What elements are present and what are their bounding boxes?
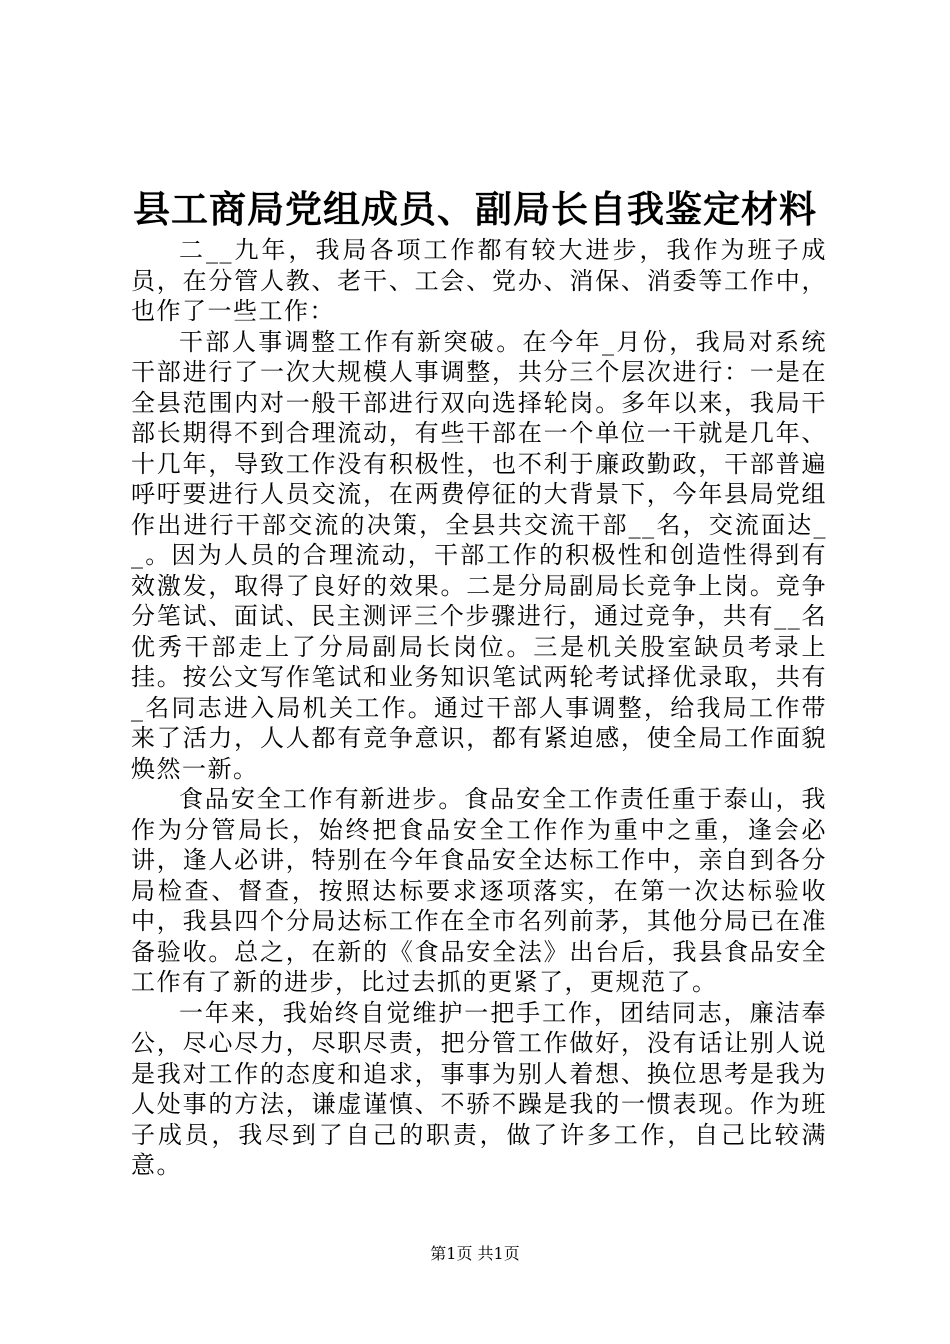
paragraph-summary: 一年来，我始终自觉维护一把手工作，团结同志，廉洁奉公，尽心尽力，尽职尽责，把分管工作做好，没有话让别人说是我对工作的态度和追求，事事为别人着想、换位思考是我为人处事的方法，谦虚谨慎、不骄不躁是我的一惯表现。作为班子成员，我尽到了自己的职责，做了许多工作，自己比较满意。 (131, 998, 827, 1179)
document-title: 县工商局党组成员、副局长自我鉴定材料 (133, 187, 817, 231)
document-body (131, 235, 827, 1181)
paragraph-food-safety: 食品安全工作有新进步。食品安全工作责任重于泰山，我作为分管局长，始终把食品安全工作作为重中之重，逢会必讲，逢人必讲，特别在今年食品安全达标工作中，亲自到各分局检查、督查，按照达标要求逐项落实，在第一次达标验收中，我县四个分局达标工作在全市名列前茅，其他分局已在准备验收。总之，在新的《食品安全法》出台后，我县食品安全工作有了新的进步，比过去抓的更紧了，更规范了。 (131, 785, 827, 996)
page-footer: 第1页 共1页 (430, 1244, 520, 1263)
paragraph-personnel: 干部人事调整工作有新突破。在今年_月份，我局对系统干部进行了一次大规模人事调整，共分三个层次进行：一是在全县范围内对一般干部进行双向选择轮岗。多年以来，我局干部长期得不到合理流动，有些干部在一个单位一干就是几年、十几年，导致工作没有积极性，也不利于廉政勤政，干部普遍呼吁要进行人员交流，在两费停征的大背景下，今年县局党组作出进行干部交流的决策，全县共交流干部__名，交流面达__。因为人员的合理流动，干部工作的积极性和创造性得到有效激发，取得了良好的效果。二是分局副局长竞争上岗。竞争分笔试、面试、民主测评三个步骤进行，通过竞争，共有__名优秀干部走上了分局副局长岗位。三是机关股室缺员考录上挂。按公文写作笔试和业务知识笔试两轮考试择优录取，共有_名同志进入局机关工作。通过干部人事调整，给我局工作带来了活力，人人都有竞争意识，都有紧迫感，使全局工作面貌焕然一新。 (131, 327, 827, 783)
paragraph-intro: 二__九年，我局各项工作都有较大进步，我作为班子成员，在分管人教、老干、工会、党办、消保、消委等工作中，也作了一些工作： (131, 236, 827, 325)
